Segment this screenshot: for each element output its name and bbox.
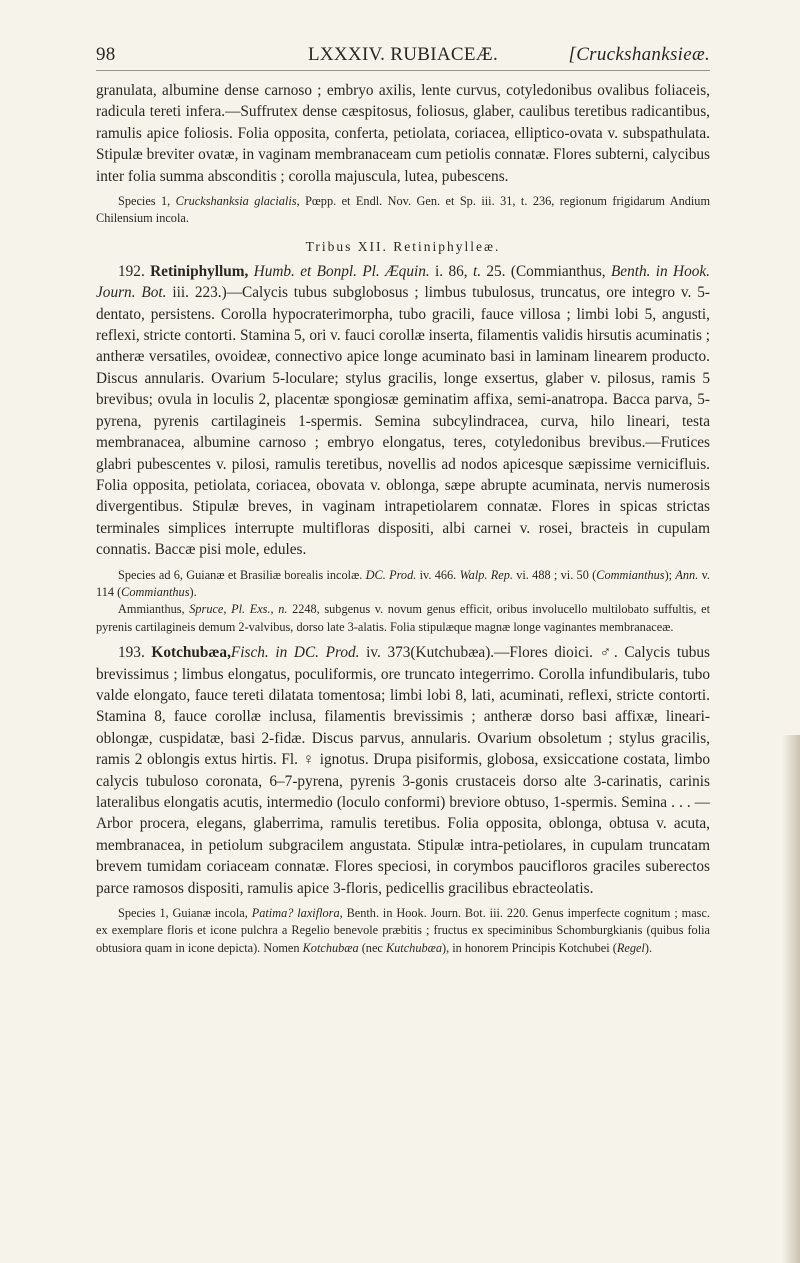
- tribe-heading: Tribus XII. Retiniphylleæ.: [305, 238, 501, 254]
- reference-table: t.: [472, 262, 482, 280]
- genus-kotchubaea: [96, 642, 710, 899]
- note-text: vi. 488 ; vi. 50 (: [512, 567, 597, 582]
- reference: Ann.: [675, 567, 699, 582]
- subgenus-note-ammianthus: [96, 601, 710, 636]
- header-rule: [96, 70, 710, 71]
- running-genus: [Cruckshanksieæ.: [568, 44, 710, 65]
- note-text: iv. 466.: [416, 567, 460, 582]
- note-text: ), in honorem Principis Kotchubei (: [441, 940, 617, 955]
- genus-number: 193.: [118, 644, 152, 662]
- note-text: , Pœpp. et Endl. Nov. Gen. et Sp. iii. 31, t. 236, regionum frigidarum Andium Chilensium incola.: [96, 194, 711, 226]
- note-text: Species 1, Guianæ incola,: [118, 906, 252, 921]
- species-name: Cruckshanksia glacialis: [175, 194, 297, 209]
- genus-description: iv. 373(Kutchubæa).—Flores dioici. ♂. Calycis tubus brevissimus ; limbus elongatus, poculiformis, ore truncato integerrimo. Corolla infundibularis, tubo valde elongato, fauce tereti dilatata tomentosa; limbi lobi 8, lati, acuminati, reflexi, stricte contorti. Stamina 8, fauce corollæ inclusa, filamentis brevissimis ; antheræ dorso basi affixæ, lineari-oblongæ, cuspidatæ, basi 2-fidæ. Discus parvus, annularis. Ovarium obsoletum ; stylus gracilis, ramis 2 oblongis extus hirtis. Fl. ♀ ignotus. Drupa pisiformis, globosa, exsiccatione costata, limbo calycis tubuloso coronata, 6–7-pyrena, pyrenis 3-gonis crustaceis dorso alte 3-carinatis, carinis lateralibus elongatis acutis, intermedio (loculo conformi) breviore obtuso, 1-spermis. Semina . . . —Arbor procera, elegans, glaberrima, ramulis teretibus. Folia opposita, oblonga, obtusa v. acuta, membranacea, in petiolum subgracilem angustata. Stipulæ intra-petiolares, in cupulam truncatam brevem tumidam coriaceam connatæ. Flores speciosi, in corymbos paucifloros graciles suberectos parce ramosos dispositi, ramulis apice 3-floris, pedicellis gracilibus ebracteolatis.: [96, 644, 711, 897]
- note-text: Species ad 6, Guianæ et Brasiliæ borealis incolæ.: [118, 567, 366, 582]
- reference: Regel: [616, 940, 645, 955]
- reference: 25. (Commianthus,: [481, 262, 611, 280]
- species-note-cruckshanksia: [96, 193, 710, 228]
- subgenus-name: Ammianthus,: [118, 602, 190, 617]
- reference: i. 86,: [429, 262, 473, 280]
- species-name: Patima? laxiflora: [251, 906, 340, 921]
- genus-name-italic: Kotchubæa: [302, 940, 359, 955]
- synonym: Commianthus: [121, 584, 190, 599]
- running-header: [96, 44, 710, 68]
- note-text: Species 1,: [118, 194, 176, 209]
- synonym: Commianthus: [596, 567, 665, 582]
- chapter-title: LXXXIV. RUBIACEÆ.: [307, 44, 498, 65]
- note-text: 2248, subgenus v. novum genus efficit, oribus involucello multilobato suffultis, et pyrenis cartilagineis demum 2-valvibus, dorso late 3-alatis. Folia stipulæque magnæ longe vaginantes membranaceæ.: [96, 602, 710, 634]
- species-note-kotchubaea: [96, 905, 710, 957]
- genus-retiniphyllum: [96, 261, 710, 561]
- page-number: 98: [96, 44, 116, 65]
- authority: Humb. et Bonpl. Pl. Æquin.: [248, 262, 430, 280]
- reference: Spruce, Pl. Exs., n.: [189, 602, 288, 617]
- genus-name: Retiniphyllum,: [150, 262, 249, 280]
- authority: Fisch. in DC. Prod.: [230, 644, 360, 662]
- species-note-retiniphyllum: [96, 567, 710, 602]
- authority: Benth. in Hook. Journ. Bot.: [96, 262, 711, 302]
- genus-number: 192.: [118, 262, 151, 280]
- text-body: [96, 80, 710, 957]
- genus-description: iii. 223.)—Calycis tubus subglobosus ; limbus tubulosus, truncatus, ore integro v. 5-dentato, persistens. Corolla hypocraterimorpha, tubo gracili, fauce villosa ; limbi lobi 5, angusti, reflexi, stricte contorti. Stamina 5, ori v. fauci corollæ inserta, filamentis validis hirsutis acuminatis ; antheræ versatiles, ovoideæ, connectivo apice longe acuminato basi in laminam linearem producto. Discus annularis. Ovarium 5-loculare; stylus gracilis, longe exsertus, glaber v. pilosus, ramis 5 brevibus; ovula in loculis 2, placentæ spongiosæ geminatim affixa, semi-anatropa. Bacca parva, 5-pyrena, pyrenis cartilagineis 1-spermis. Semina subcylindracea, curva, hilo lineari, testa membranacea, albumine carnoso ; embryo elongatus, teres, cotyledonibus brevibus.—Frutices glabri pubescentes v. pilosi, ramulis teretibus, novellis ad nodos apicesque sæpissime vernicifluis. Folia opposita, petiolata, coriacea, obovata v. oblonga, sæpe abrupte acuminata, nervis numerosis divergentibus. Stipulæ breves, in vaginam intrapetiolarem connatæ. Flores in spicas strictas terminales simplices interrupte multifloras dispositi, albi carnei v. rosei, bracteis in cupulam connatis. Baccæ pisi mole, edules.: [96, 284, 711, 559]
- reference: DC. Prod.: [365, 567, 417, 582]
- note-text: );: [664, 567, 676, 582]
- paragraph-continued: granulata, albumine dense carnoso ; embryo axilis, lente curvus, cotyledonibus ovalibus foliaceis, radicula tereti infera.—Suffrutex dense cæspitosus, foliosus, glaber, caulibus teretibus radicantibus, ramulis apice foliosis. Folia opposita, conferta, petiolata, coriacea, elliptico-ovata v. subspathulata. Stipulæ breviter ovatæ, in vaginam membranaceam cum petiolis connatæ. Flores subterni, calycibus inter folia summa absconditis ; corolla majuscula, lutea, pubescens.: [96, 82, 710, 185]
- reference: Walp. Rep.: [459, 567, 513, 582]
- note-text: (nec: [358, 940, 386, 955]
- genus-name: Kotchubæa,: [151, 644, 231, 662]
- page-edge-shadow: [782, 735, 800, 1263]
- note-text: ).: [189, 584, 197, 599]
- genus-name-italic: Kutchubæa: [385, 940, 442, 955]
- note-text: ).: [644, 940, 653, 955]
- note-text: v. 114 (: [96, 567, 710, 599]
- note-text: , Benth. in Hook. Journ. Bot. iii. 220. Genus imperfecte cognitum ; masc. ex exemplare floris et icone pulchra a Regelio benevole præbitis ; fructus ex speciminibus Schomburgkianis (quibus folia obtusiora quam in icone depicta). Nomen: [96, 906, 710, 955]
